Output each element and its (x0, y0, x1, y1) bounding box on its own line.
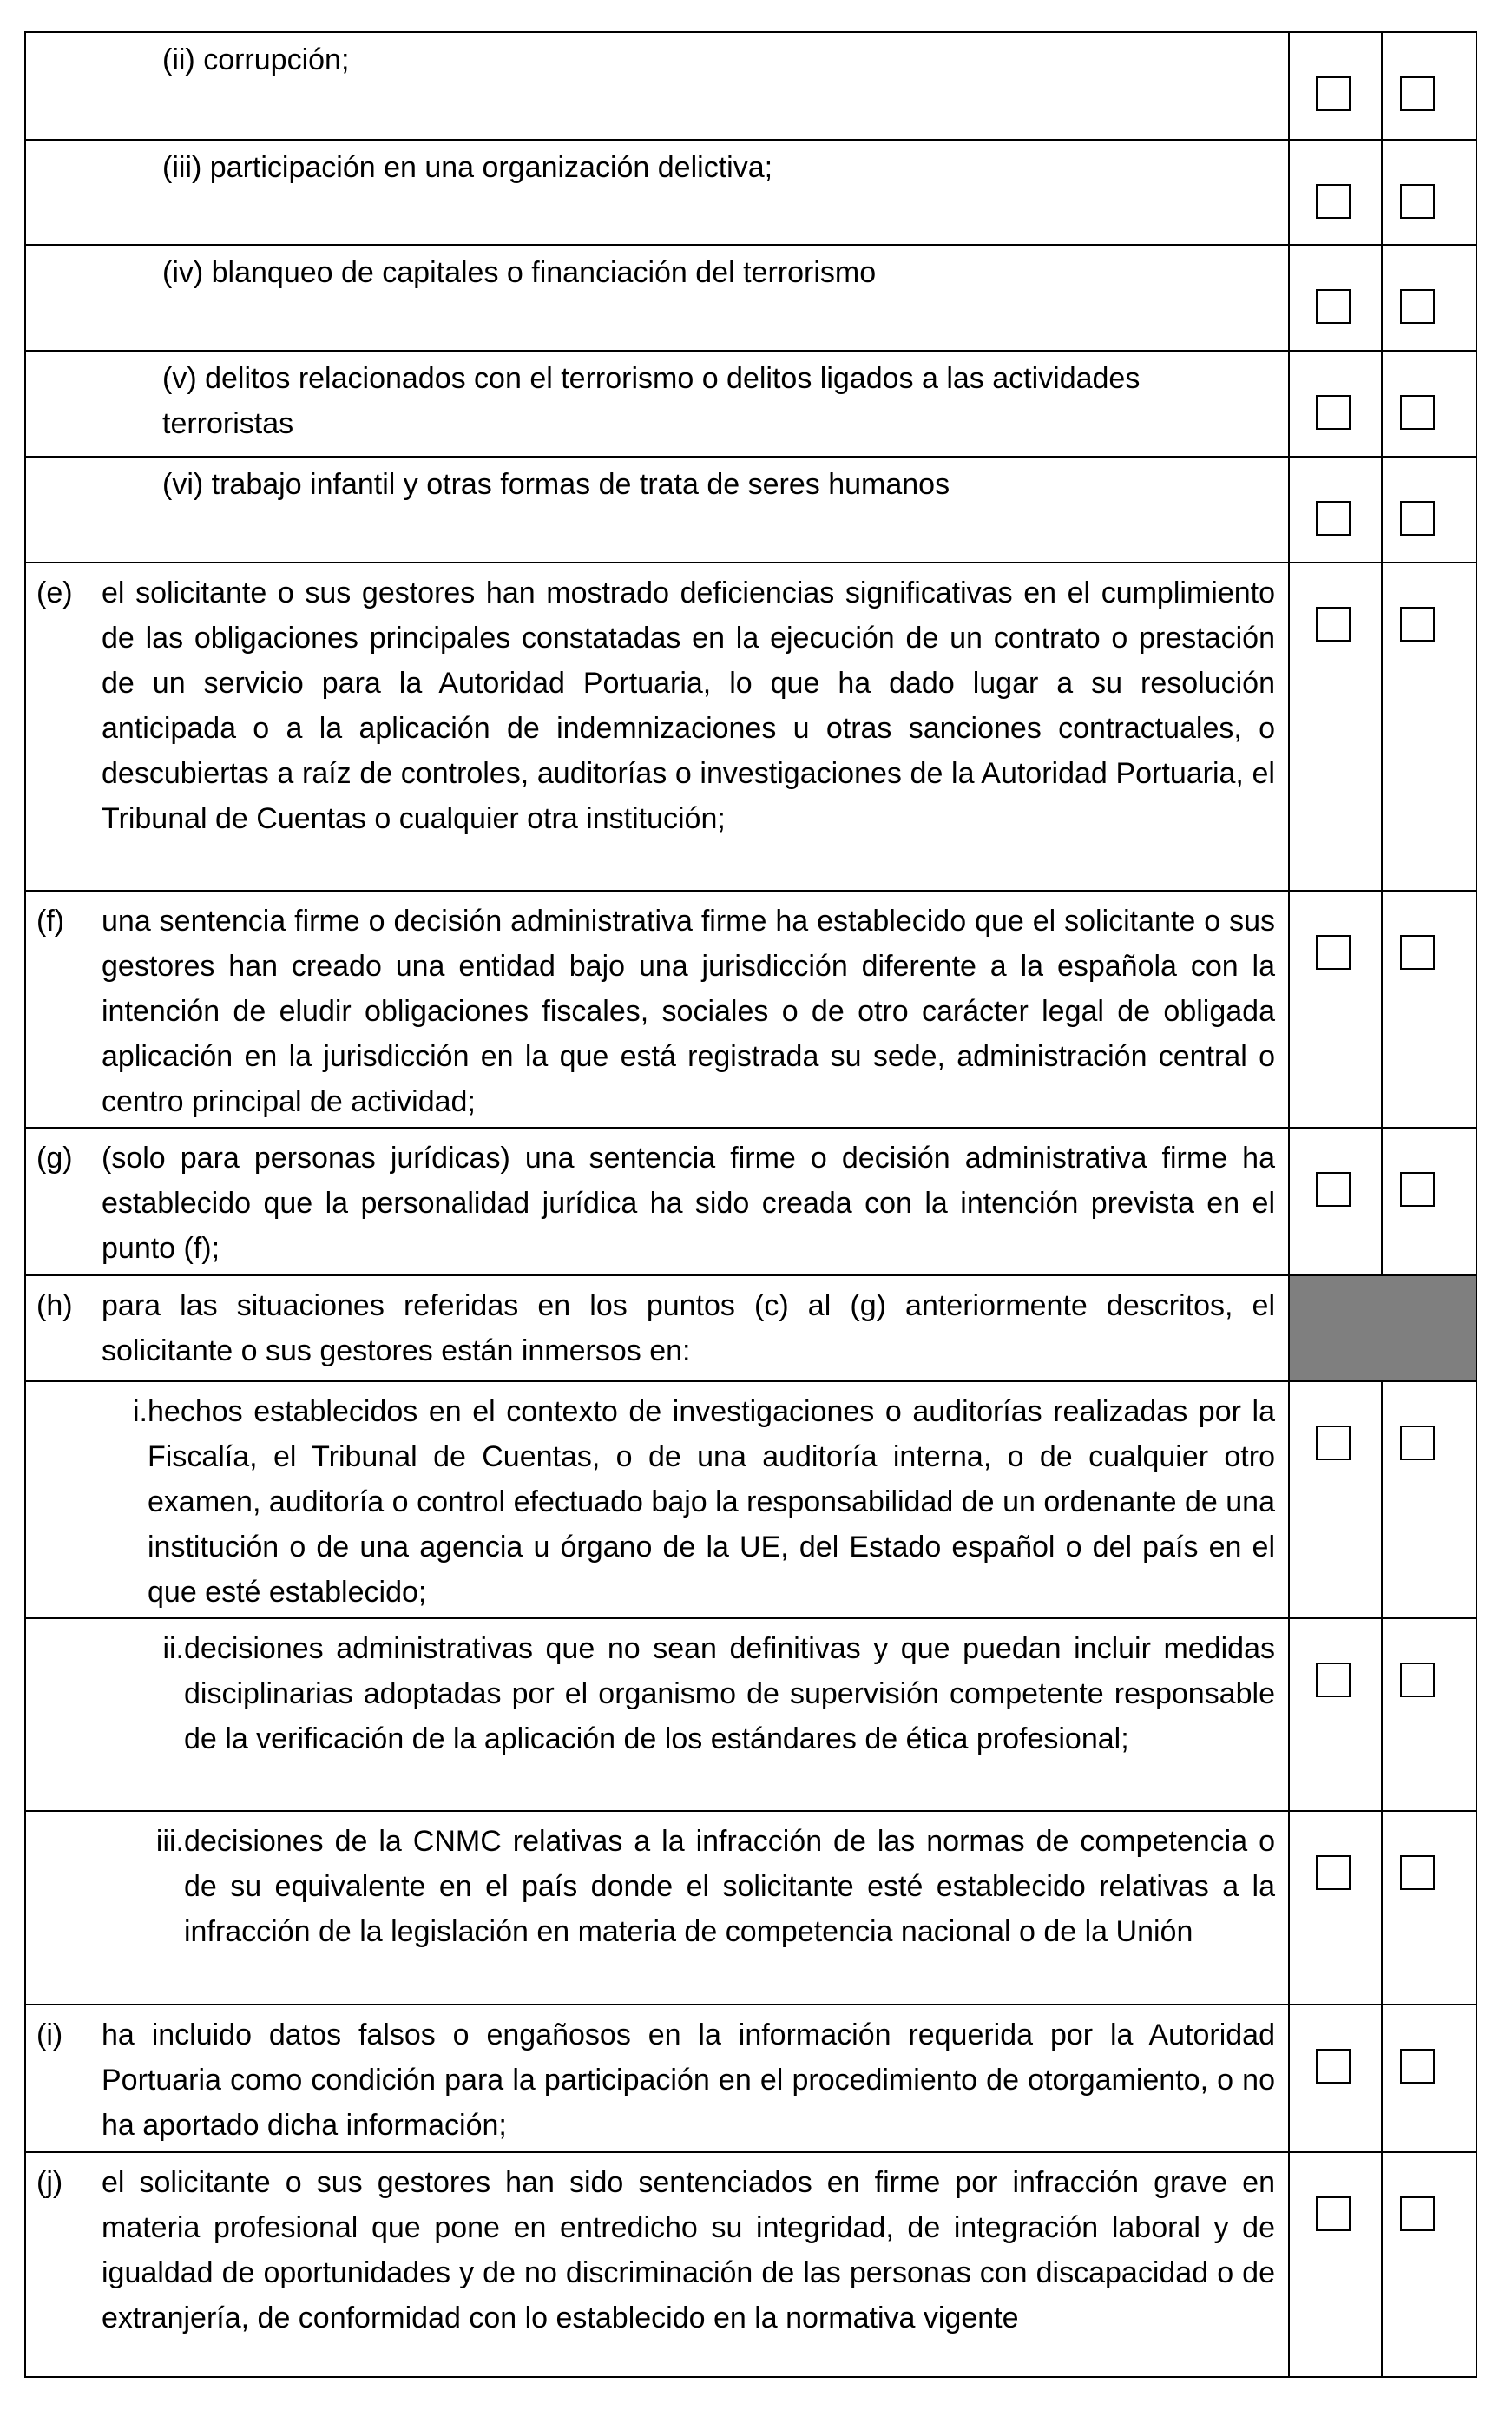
checkbox-yes[interactable] (1316, 289, 1351, 324)
table-row (26, 1274, 1476, 1380)
declaration-table (24, 31, 1477, 2378)
checkbox-yes[interactable] (1316, 2196, 1351, 2231)
table-row (26, 2151, 1476, 2376)
item-text: (iii) participación en una organización delictiva; (162, 151, 773, 184)
checkbox-no[interactable] (1400, 395, 1435, 430)
table-row (26, 562, 1476, 890)
table-row (26, 1617, 1476, 1810)
checkbox-yes[interactable] (1316, 184, 1351, 219)
checkbox-no[interactable] (1400, 2196, 1435, 2231)
table-row (26, 2004, 1476, 2151)
checkbox-yes[interactable] (1316, 1855, 1351, 1890)
item-label: (j) (36, 2166, 63, 2199)
checkbox-no[interactable] (1400, 2049, 1435, 2084)
checkbox-yes[interactable] (1316, 2049, 1351, 2084)
shaded-cell (1290, 1276, 1476, 1380)
item-text: el solicitante o sus gestores han mostrado deficiencias significativas en el cumplimiento de las obligaciones principales constatadas en la ejecución de un contrato o prestación de un servicio para la Autoridad Portuaria, lo que ha dado lugar a su resolución anticipada o a la aplicación de indemnizaciones u otras sanciones contractuales, o descubiertas a raíz de controles, auditorías o investigaciones de la Autoridad Portuaria, el Tribunal de Cuentas o cualquier otra institución; (102, 576, 1275, 835)
item-text: ha incluido datos falsos o engañosos en la información requerida por la Autoridad Portuaria como condición para la participación en el procedimiento de otorgamiento, o no ha aportado dicha información; (102, 2018, 1275, 2142)
item-text: decisiones administrativas que no sean definitivas y que puedan incluir medidas disciplinarias adoptadas por el organismo de supervisión competente responsable de la verificación de la aplicación de los estándares de ética profesional; (184, 1632, 1275, 1755)
item-label: (h) (36, 1289, 73, 1322)
table-row (26, 244, 1476, 350)
checkbox-yes[interactable] (1316, 1663, 1351, 1697)
checkbox-no[interactable] (1400, 1663, 1435, 1697)
item-label: ii. (162, 1632, 184, 1665)
checkbox-yes[interactable] (1316, 395, 1351, 430)
checkbox-yes[interactable] (1316, 501, 1351, 536)
item-text: hechos establecidos en el contexto de investigaciones o auditorías realizadas por la Fiscalía, el Tribunal de Cuentas, o de una auditoría interna, o de cualquier otro examen, auditoría o control efectuado bajo la responsabilidad de un ordenante de una institución o de una agencia u órgano de la UE, del Estado español o del país en el que esté establecido; (148, 1395, 1275, 1609)
table-row (26, 1380, 1476, 1617)
checkbox-no[interactable] (1400, 607, 1435, 642)
checkbox-no[interactable] (1400, 184, 1435, 219)
item-label: (e) (36, 576, 73, 609)
checkbox-no[interactable] (1400, 1855, 1435, 1890)
checkbox-no[interactable] (1400, 1172, 1435, 1207)
item-text: para las situaciones referidas en los puntos (c) al (g) anteriormente descritos, el solicitante o sus gestores están inmersos en: (102, 1289, 1275, 1367)
item-text: una sentencia firme o decisión administrativa firme ha establecido que el solicitante o sus gestores han creado una entidad bajo una jurisdicción diferente a la española con la intención de eludir obligaciones fiscales, sociales o de otro carácter legal de obligada aplicación en la jurisdicción en la que está registrada su sede, administración central o centro principal de actividad; (102, 905, 1275, 1118)
item-text: (v) delitos relacionados con el terrorismo o delitos ligados a las actividades terroristas (162, 362, 1141, 440)
item-text: (ii) corrupción; (162, 43, 350, 76)
checkbox-yes[interactable] (1316, 76, 1351, 111)
checkbox-no[interactable] (1400, 289, 1435, 324)
item-text: (vi) trabajo infantil y otras formas de trata de seres humanos (162, 468, 950, 501)
item-label: (f) (36, 905, 65, 938)
item-label: (g) (36, 1142, 73, 1175)
table-row (26, 139, 1476, 244)
checkbox-yes[interactable] (1316, 1426, 1351, 1460)
checkbox-no[interactable] (1400, 935, 1435, 970)
checkbox-no[interactable] (1400, 76, 1435, 111)
checkbox-no[interactable] (1400, 1426, 1435, 1460)
item-text: el solicitante o sus gestores han sido sentenciados en firme por infracción grave en materia profesional que pone en entredicho su integridad, de integración laboral y de igualdad de oportunidades y de no discriminación de las personas con discapacidad o de extranjería, de conformidad con lo establecido en la normativa vigente (102, 2166, 1275, 2334)
table-row (26, 890, 1476, 1127)
table-row (26, 1127, 1476, 1274)
item-label: (i) (36, 2018, 63, 2051)
checkbox-yes[interactable] (1316, 935, 1351, 970)
item-label: iii. (155, 1825, 184, 1858)
checkbox-yes[interactable] (1316, 607, 1351, 642)
item-text: (iv) blanqueo de capitales o financiación del terrorismo (162, 256, 877, 289)
item-label: i. (133, 1395, 148, 1428)
item-text: (solo para personas jurídicas) una sentencia firme o decisión administrativa firme ha establecido que la personalidad jurídica ha sido creada con la intención prevista en el punto (f); (102, 1142, 1275, 1265)
checkbox-no[interactable] (1400, 501, 1435, 536)
table-row (26, 33, 1476, 139)
table-row (26, 350, 1476, 456)
table-row (26, 1810, 1476, 2004)
table-row (26, 456, 1476, 562)
item-text: decisiones de la CNMC relativas a la infracción de las normas de competencia o de su equivalente en el país donde el solicitante esté establecido relativas a la infracción de la legislación en materia de competencia nacional o de la Unión (184, 1825, 1275, 1948)
checkbox-yes[interactable] (1316, 1172, 1351, 1207)
